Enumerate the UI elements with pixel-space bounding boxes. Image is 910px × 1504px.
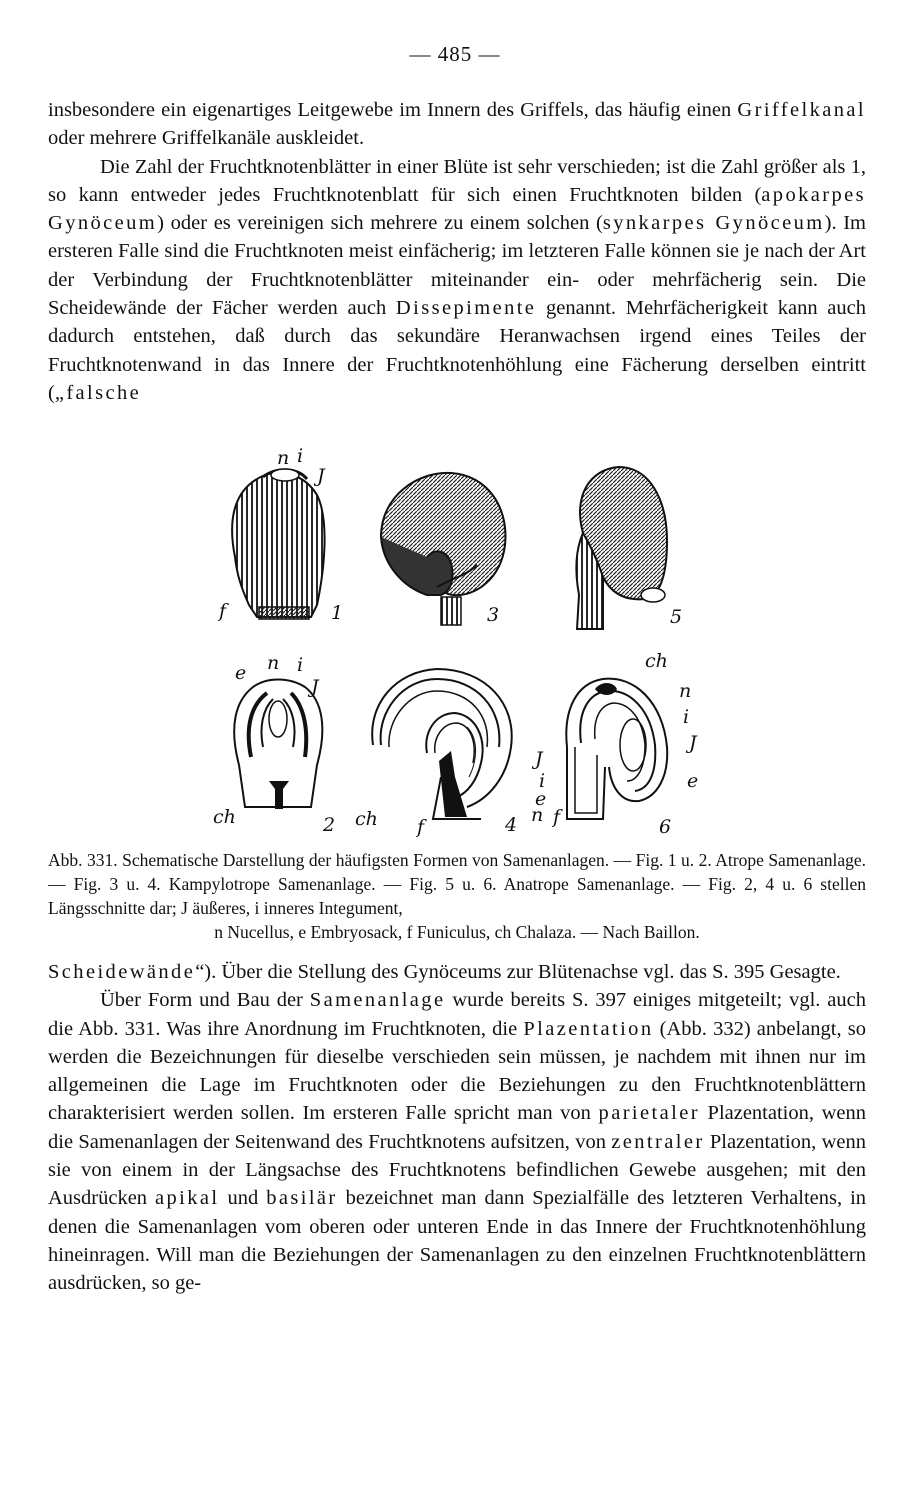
text-fragment: bezeichnet man dann Spezialfälle des letzteren Verhaltens, in denen die Samenanlagen vom oberen oder unteren Ende in das Innere der Fruchtknotenhöhlung hineinragen. Will man die Beziehungen der Samenanlagen zu den einzelnen Fruchtknotenblättern ausdrücken, so ge- bbox=[48, 1187, 867, 1295]
paragraph-fruchtknotenblaetter bbox=[48, 153, 866, 408]
text-fragment: ). Im ersteren Falle sind die Fruchtknoten meist einfächerig; im letzteren Falle können sie je nach der Art der Verbindung der Fruchtknotenblätter miteinander ein- oder mehrfächerig sein. Die Scheidewände der Fächer werden auch bbox=[48, 212, 866, 320]
caption-last-line: n Nucellus, e Embryosack, f Funiculus, ch Chalaza. — Nach Baillon. bbox=[214, 922, 700, 942]
label-f2-J: J bbox=[311, 676, 319, 698]
label-f4-n: n bbox=[531, 804, 544, 826]
label-f1-i: i bbox=[297, 447, 304, 467]
label-f2-ch: ch bbox=[213, 806, 236, 828]
label-f1-J: J bbox=[317, 465, 325, 487]
fig2-atrope-section bbox=[213, 652, 335, 836]
text-fragment: Plazentation, wenn die Samenanlagen der Seitenwand des Fruchtknotens aufsitzen, von bbox=[48, 1102, 866, 1153]
label-f5-num: 5 bbox=[670, 606, 683, 628]
term-zentraler: zentraler bbox=[611, 1130, 705, 1153]
label-f6-ch: ch bbox=[645, 650, 668, 672]
label-f6-J: J bbox=[689, 732, 697, 754]
label-f6-f: f bbox=[553, 806, 561, 828]
term-plazentation: Plazentation bbox=[523, 1017, 654, 1040]
text-fragment: wurde bereits S. 397 einiges mitgeteilt; vgl. auch die Abb. 331. Was ihre Anordnung im Fruchtknoten, die bbox=[48, 989, 866, 1040]
label-f6-num: 6 bbox=[659, 816, 672, 838]
label-f4-num: 4 bbox=[505, 814, 518, 836]
text-fragment: Über Form und Bau der bbox=[100, 989, 310, 1012]
label-f2-e: e bbox=[235, 662, 247, 684]
term-griffelkanal: Griffelkanal bbox=[737, 99, 866, 121]
label-f2-i: i bbox=[297, 654, 304, 676]
term-falsche: „falsche bbox=[54, 381, 142, 404]
label-f6-n: n bbox=[679, 680, 692, 702]
text-fragment: einen bbox=[686, 99, 738, 121]
term-apikal: apikal bbox=[155, 1187, 220, 1210]
term-samenanlage: Samenanlage bbox=[309, 989, 446, 1012]
text-fragment: genannt. Mehrfächerigkeit kann auch dadurch entstehen, daß durch das sekundäre Heranwachsen irgend eines Teiles der Fruchtknotenwand in das Innere der Fruchtknotenhöhlung eine Fächerung derselben eintritt ( bbox=[48, 297, 866, 404]
top-text-block bbox=[48, 96, 866, 407]
label-f4-f: f bbox=[417, 816, 425, 838]
figure-samenanlagen bbox=[205, 447, 705, 847]
label-f4-e: e bbox=[535, 788, 547, 810]
label-f2-n: n bbox=[267, 652, 280, 674]
label-f1-n: n bbox=[277, 447, 290, 469]
term-dissepimente: Dissepimente bbox=[395, 297, 537, 320]
term-synkarpes: synkarpes Gynöceum bbox=[602, 212, 825, 235]
term-scheidewaende: Scheidewände bbox=[48, 961, 196, 983]
label-f6-i: i bbox=[683, 706, 690, 728]
paragraph-scheidewaende bbox=[48, 958, 866, 986]
bottom-text-block bbox=[48, 958, 866, 1298]
caption-text: Abb. 331. Schematische Darstellung der häufigsten Formen von Samenanlagen. — Fig. 1 u. 2. Atrope Samenanlage. — Fig. 3 u. 4. Kampylotrope Samenanlage. — Fig. 5 u. 6. Anatrope Samenanlage. — Fig. 2, 4 u. 6 stellen Längsschnitte dar; J äußeres, i inneres Integument, bbox=[48, 850, 866, 918]
paragraph-continuation bbox=[48, 96, 866, 153]
text-line: insbesondere ein eigenartiges Leitgewebe im Innern des Griffels, das häufig bbox=[48, 99, 681, 121]
term-apokarpes: apokarpes Gynöceum bbox=[48, 183, 866, 235]
label-f3-num: 3 bbox=[487, 604, 500, 626]
label-f4-J: J bbox=[535, 748, 543, 770]
figure-drawing bbox=[205, 447, 705, 847]
fig3-kampylotrope-exterior bbox=[381, 473, 505, 626]
figure-caption bbox=[48, 848, 866, 944]
text-fragment: Plazentation, wenn sie von einem in der Längsachse des Fruchtknotens befindlichen Gewebe ausgehen; mit den Ausdrücken bbox=[48, 1130, 867, 1210]
fig1-atrope-exterior bbox=[217, 447, 343, 624]
text-fragment: “). Über die Stellung des Gynöceums zur Blütenachse vgl. das S. 395 Gesagte. bbox=[195, 961, 841, 983]
label-f1-f: f bbox=[219, 600, 227, 622]
text-fragment: (Abb. 332) anbelangt, so werden die Bezeichnungen für dieselbe verschieden sein müssen, je nachdem mit ihnen nur im allgemeinen die Lage im Fruchtknoten oder die Beziehungen zu den Fruchtknotenblättern charakterisiert werden sollen. Im ersteren Falle spricht man von bbox=[48, 1017, 867, 1125]
text-fragment: oder mehrere Griffelkanäle auskleidet. bbox=[48, 127, 365, 150]
fig6-anatrope-section bbox=[551, 650, 698, 838]
text-fragment: und bbox=[219, 1187, 267, 1210]
fig4-kampylotrope-section bbox=[355, 669, 546, 838]
label-f4-i: i bbox=[539, 770, 546, 792]
label-f4-ch: ch bbox=[355, 808, 378, 830]
label-f6-e: e bbox=[687, 770, 699, 792]
label-f2-num: 2 bbox=[323, 814, 336, 836]
text-fragment: Die Zahl der Fruchtknotenblätter in einer Blüte ist sehr verschieden; ist die Zahl größer als 1, so kann entweder jedes Fruchtknotenblatt für sich einen Fruchtknoten bilden ( bbox=[48, 155, 866, 206]
fig5-anatrope-exterior bbox=[576, 467, 682, 629]
term-parietaler: parietaler bbox=[598, 1102, 700, 1125]
text-fragment: ) oder es vereinigen sich mehrere zu einem solchen ( bbox=[157, 212, 603, 235]
page-number: — 485 — bbox=[409, 42, 501, 66]
paragraph-samenanlage bbox=[48, 986, 866, 1297]
label-f1-num: 1 bbox=[331, 602, 344, 624]
term-basilaer: basilär bbox=[266, 1187, 338, 1210]
